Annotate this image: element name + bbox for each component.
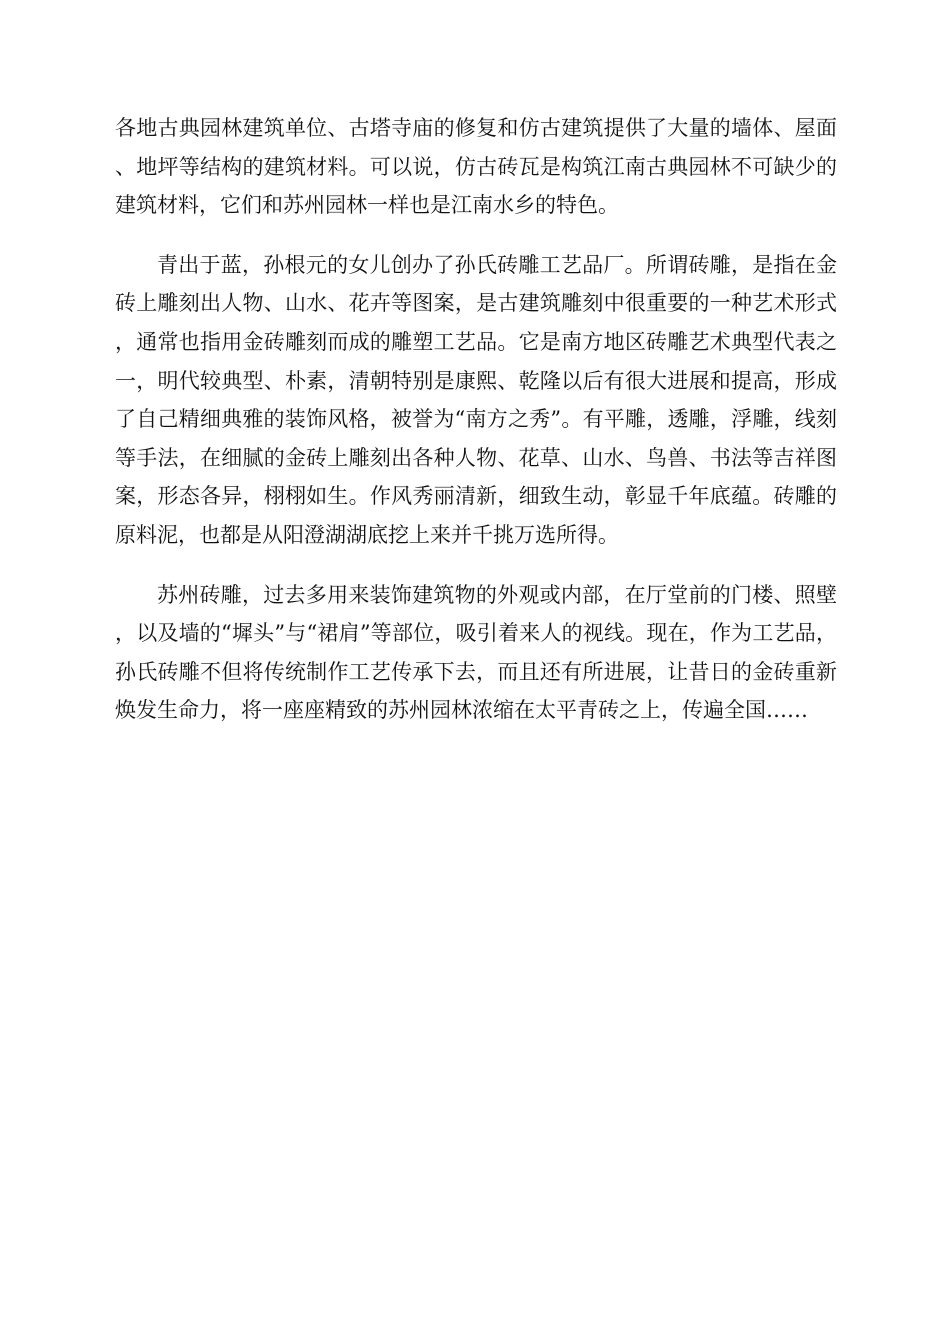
paragraph-continuation: 各地古典园林建筑单位、古塔寺庙的修复和仿古建筑提供了大量的墙体、屋面、地坪等结构的建筑材料。可以说，仿古砖瓦是构筑江南古典园林不可缺少的建筑材料，它们和苏州园林一样也是江南水乡的特色。: [115, 116, 837, 218]
document-body: [115, 109, 837, 730]
paragraph-brick-carving-factory: 青出于蓝，孙根元的女儿创办了孙氏砖雕工艺品厂。所谓砖雕，是指在金砖上雕刻出人物、山水、花卉等图案，是古建筑雕刻中很重要的一种艺术形式，通常也指用金砖雕刻而成的雕塑工艺品。它是南方地区砖雕艺术典型代表之一，明代较典型、朴素，清朝特别是康熙、乾隆以后有很大进展和提高，形成了自己精细典雅的装饰风格，被誉为“南方之秀”。有平雕，透雕，浮雕，线刻等手法，在细腻的金砖上雕刻出各种人物、花草、山水、鸟兽、书法等吉祥图案，形态各异，栩栩如生。作风秀丽清新，细致生动，彰显千年底蕴。砖雕的原料泥，也都是从阳澄湖湖底挖上来并千挑万选所得。: [115, 252, 837, 547]
paragraph-suzhou-brick-carving: 苏州砖雕，过去多用来装饰建筑物的外观或内部，在厅堂前的门楼、照壁，以及墙的“墀头”与“裙肩”等部位，吸引着来人的视线。现在，作为工艺品，孙氏砖雕不但将传统制作工艺传承下去，而且还有所进展，让昔日的金砖重新焕发生命力，将一座座精致的苏州园林浓缩在太平青砖之上，传遍全国……: [115, 582, 837, 723]
